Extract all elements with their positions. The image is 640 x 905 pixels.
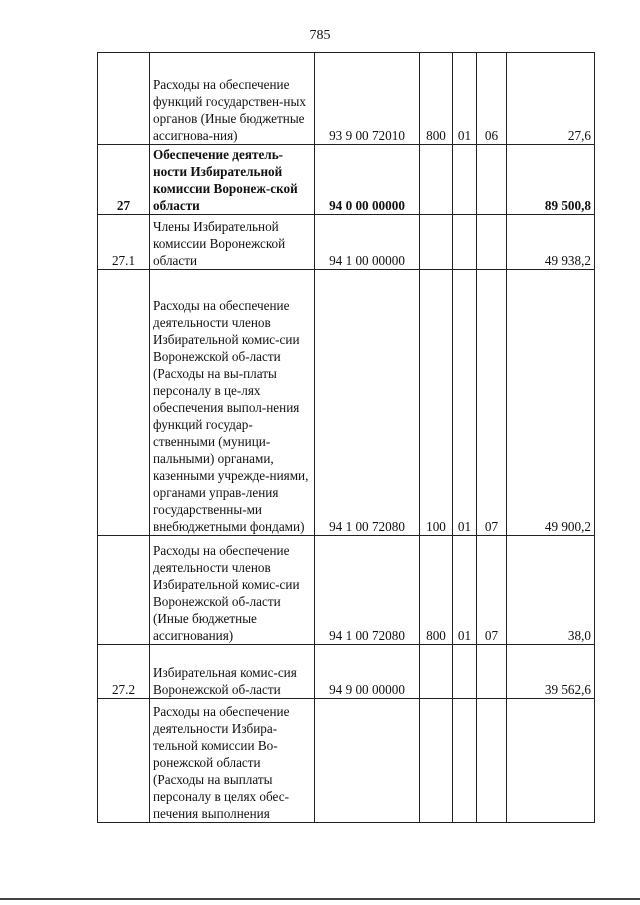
row-name: Обеспечение деятель-ности Избирательной комиссии Воронеж-ской области — [150, 145, 315, 215]
row-name: Расходы на обеспечение деятельности членов Избирательной комис-сии Воронежской об-ласти (Расходы на вы-платы персоналу в це-лях обеспечения выпол-нения функций государ-ственными (муници-пальными) органами, казенными учрежде-ниями, органами управ-ления государственны-ми внебюджетными фондами) — [150, 270, 315, 536]
row-number — [98, 699, 150, 823]
row-pr: 07 — [477, 270, 507, 536]
row-rz — [453, 645, 477, 699]
row-number — [98, 536, 150, 645]
row-rz — [453, 699, 477, 823]
row-number — [98, 53, 150, 145]
row-rz: 01 — [453, 270, 477, 536]
row-code: 94 1 00 00000 — [315, 215, 420, 270]
row-amount — [507, 699, 595, 823]
row-number: 27.2 — [98, 645, 150, 699]
row-pr — [477, 215, 507, 270]
row-name: Члены Избирательной комиссии Воронежской области — [150, 215, 315, 270]
row-pr: 07 — [477, 536, 507, 645]
row-rz — [453, 145, 477, 215]
row-vr: 100 — [420, 270, 453, 536]
row-pr — [477, 699, 507, 823]
row-code: 94 1 00 72080 — [315, 536, 420, 645]
row-amount: 49 938,2 — [507, 215, 595, 270]
row-name: Расходы на обеспечение деятельности Избира-тельной комиссии Во-ронежской области (Расходы на выплаты персоналу в целях обес-печения выполнения — [150, 699, 315, 823]
row-number: 27.1 — [98, 215, 150, 270]
row-amount: 27,6 — [507, 53, 595, 145]
row-vr: 800 — [420, 53, 453, 145]
row-name: Избирательная комис-сия Воронежской об-ласти — [150, 645, 315, 699]
row-amount: 49 900,2 — [507, 270, 595, 536]
row-amount: 38,0 — [507, 536, 595, 645]
row-pr — [477, 645, 507, 699]
row-name: Расходы на обеспечение деятельности членов Избирательной комис-сии Воронежской об-ласти (Иные бюджетные ассигнования) — [150, 536, 315, 645]
row-code: 93 9 00 72010 — [315, 53, 420, 145]
row-vr: 800 — [420, 536, 453, 645]
row-rz — [453, 215, 477, 270]
row-rz: 01 — [453, 53, 477, 145]
table-row — [98, 645, 595, 699]
row-amount: 39 562,6 — [507, 645, 595, 699]
table-row — [98, 53, 595, 145]
row-code — [315, 699, 420, 823]
row-name: Расходы на обеспечение функций государствен-ных органов (Иные бюджетные ассигнова-ния) — [150, 53, 315, 145]
row-vr — [420, 699, 453, 823]
row-vr — [420, 645, 453, 699]
row-vr — [420, 215, 453, 270]
table-row — [98, 145, 595, 215]
row-vr — [420, 145, 453, 215]
row-number — [98, 270, 150, 536]
row-code: 94 9 00 00000 — [315, 645, 420, 699]
row-rz: 01 — [453, 536, 477, 645]
row-pr: 06 — [477, 53, 507, 145]
table-row — [98, 699, 595, 823]
table-row — [98, 270, 595, 536]
row-code: 94 0 00 00000 — [315, 145, 420, 215]
row-code: 94 1 00 72080 — [315, 270, 420, 536]
budget-table — [97, 52, 595, 823]
table-row — [98, 215, 595, 270]
row-amount: 89 500,8 — [507, 145, 595, 215]
page-bottom-rule — [0, 898, 640, 900]
page-number: 785 — [309, 28, 331, 43]
row-pr — [477, 145, 507, 215]
row-number: 27 — [98, 145, 150, 215]
table-row — [98, 536, 595, 645]
